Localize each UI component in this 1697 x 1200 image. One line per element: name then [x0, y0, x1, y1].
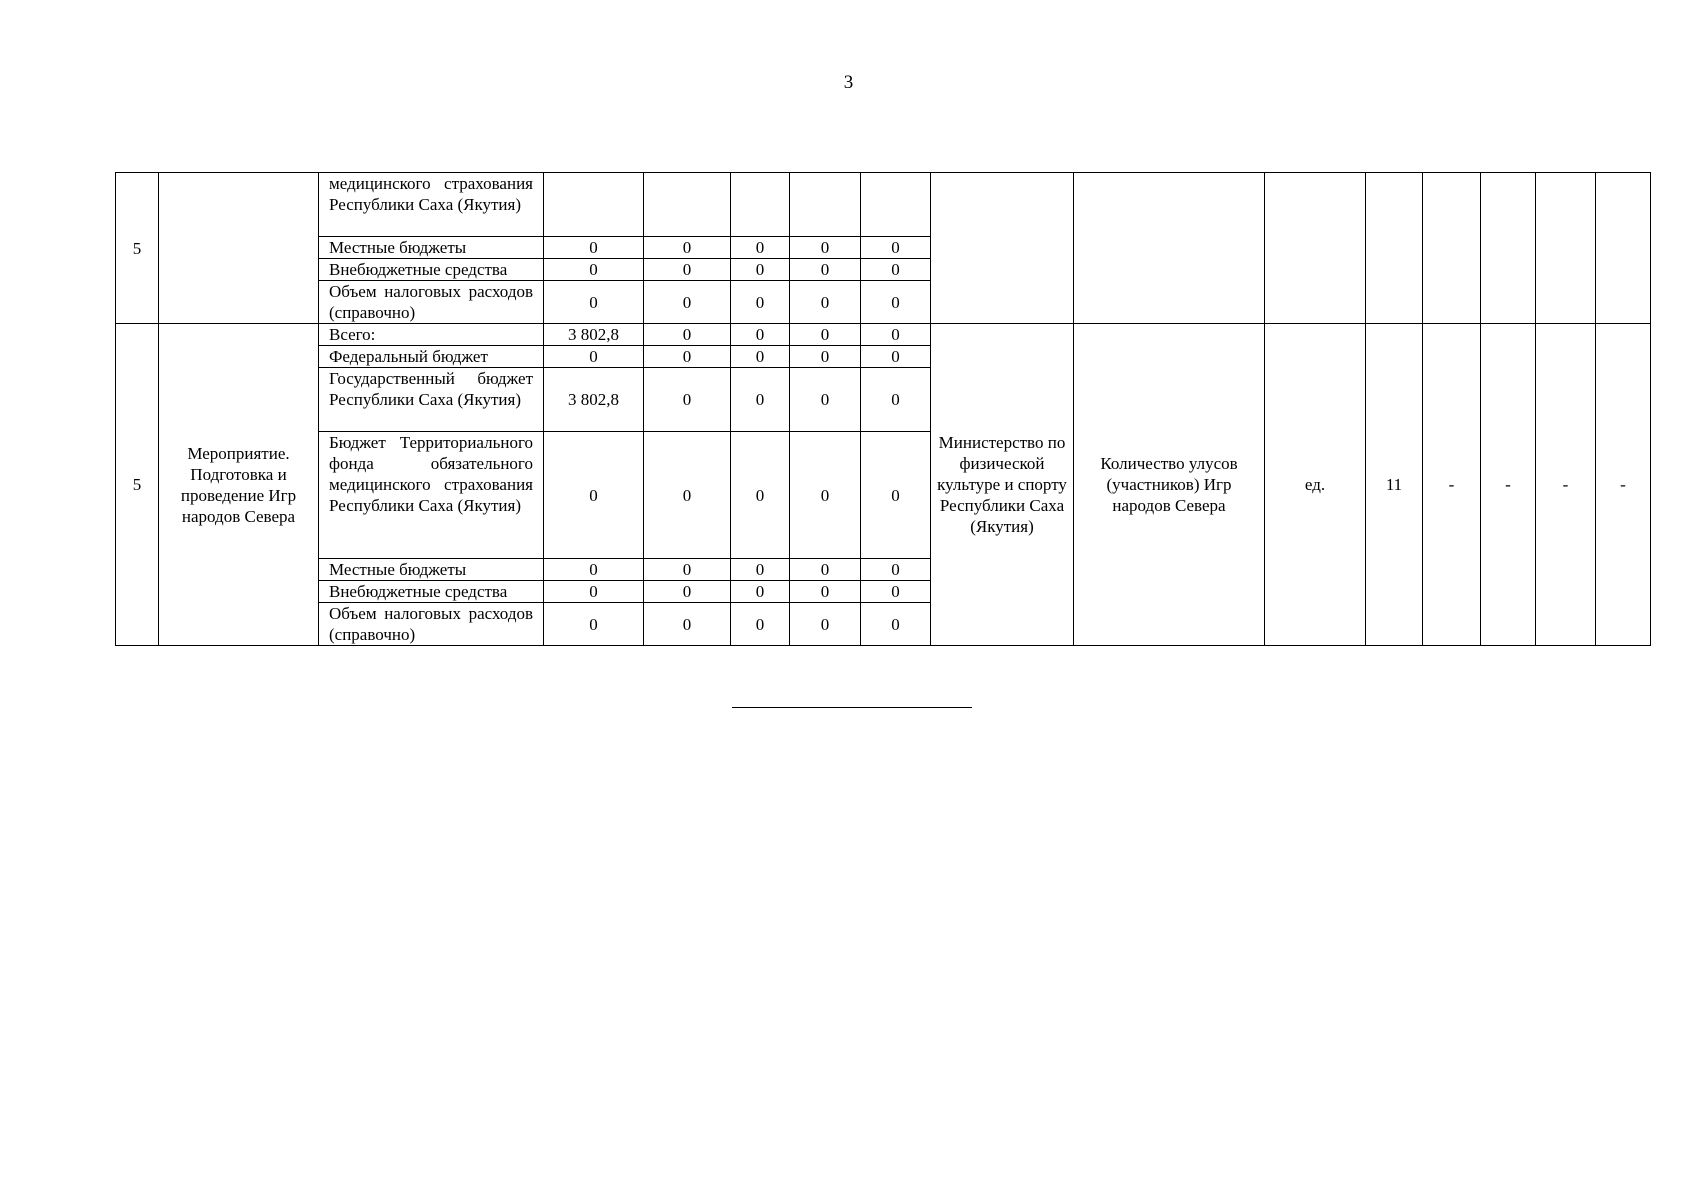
value-cell: 0 — [731, 432, 790, 559]
value-cell: 0 — [861, 559, 931, 581]
closing-rule — [732, 707, 972, 708]
indicator-cell — [1074, 173, 1265, 324]
value-cell: 3 802,8 — [544, 368, 644, 432]
value-cell: 0 — [644, 324, 731, 346]
target-cell — [1536, 173, 1596, 324]
executor-cell: Министерство по физической культуре и спорту Республики Саха (Якутия) — [931, 324, 1074, 646]
target-cell: - — [1536, 324, 1596, 646]
value-cell: 0 — [731, 581, 790, 603]
value-cell: 0 — [790, 324, 861, 346]
value-cell: 0 — [644, 281, 731, 324]
table-row — [116, 324, 1651, 346]
value-cell — [544, 173, 644, 237]
unit-cell: ед. — [1265, 324, 1366, 646]
value-cell: 0 — [544, 281, 644, 324]
value-cell: 0 — [861, 281, 931, 324]
value-cell: 0 — [731, 603, 790, 646]
source-cell: медицинского страхования Республики Саха (Якутия) — [319, 173, 544, 237]
value-cell: 0 — [544, 559, 644, 581]
value-cell: 0 — [790, 281, 861, 324]
value-cell: 0 — [731, 368, 790, 432]
value-cell: 0 — [861, 237, 931, 259]
target-cell — [1596, 173, 1651, 324]
value-cell: 0 — [644, 259, 731, 281]
value-cell — [861, 173, 931, 237]
page-number: 3 — [843, 72, 854, 93]
value-cell: 0 — [861, 603, 931, 646]
value-cell: 0 — [790, 259, 861, 281]
value-cell: 0 — [644, 368, 731, 432]
value-cell: 0 — [790, 368, 861, 432]
source-cell: Внебюджетные средства — [319, 581, 544, 603]
value-cell: 0 — [731, 281, 790, 324]
value-cell: 0 — [644, 346, 731, 368]
source-cell: Объем налоговых расходов (справочно) — [319, 281, 544, 324]
value-cell: 0 — [731, 237, 790, 259]
value-cell: 0 — [544, 581, 644, 603]
value-cell: 0 — [544, 432, 644, 559]
target-cell: - — [1596, 324, 1651, 646]
value-cell: 0 — [790, 603, 861, 646]
value-cell: 0 — [644, 603, 731, 646]
value-cell: 0 — [644, 237, 731, 259]
target-cell: - — [1423, 324, 1481, 646]
value-cell: 0 — [790, 559, 861, 581]
value-cell: 0 — [861, 324, 931, 346]
value-cell: 0 — [544, 237, 644, 259]
source-cell: Местные бюджеты — [319, 237, 544, 259]
value-cell: 0 — [731, 259, 790, 281]
unit-cell — [1265, 173, 1366, 324]
source-cell: Объем налоговых расходов (справочно) — [319, 603, 544, 646]
value-cell: 0 — [644, 581, 731, 603]
target-cell — [1481, 173, 1536, 324]
value-cell: 0 — [731, 346, 790, 368]
target-cell: 11 — [1366, 324, 1423, 646]
source-cell: Бюджет Территориального фонда обязательного медицинского страхования Республики Саха (Якутия) — [319, 432, 544, 559]
source-cell: Местные бюджеты — [319, 559, 544, 581]
name-cell — [159, 173, 319, 324]
value-cell: 0 — [731, 559, 790, 581]
value-cell — [731, 173, 790, 237]
value-cell: 3 802,8 — [544, 324, 644, 346]
table-row — [116, 173, 1651, 237]
value-cell: 0 — [644, 559, 731, 581]
value-cell: 0 — [861, 581, 931, 603]
value-cell: 0 — [544, 603, 644, 646]
value-cell: 0 — [861, 432, 931, 559]
source-cell: Всего: — [319, 324, 544, 346]
target-cell — [1423, 173, 1481, 324]
value-cell: 0 — [861, 346, 931, 368]
value-cell: 0 — [790, 346, 861, 368]
row-number-cell: 5 — [116, 324, 159, 646]
value-cell: 0 — [790, 432, 861, 559]
target-cell: - — [1481, 324, 1536, 646]
indicator-cell: Количество улусов (участников) Игр народов Севера — [1074, 324, 1265, 646]
budget-table — [115, 172, 1651, 646]
value-cell: 0 — [544, 259, 644, 281]
value-cell: 0 — [644, 432, 731, 559]
value-cell: 0 — [790, 581, 861, 603]
value-cell — [644, 173, 731, 237]
value-cell: 0 — [861, 259, 931, 281]
value-cell: 0 — [731, 324, 790, 346]
value-cell: 0 — [861, 368, 931, 432]
value-cell — [790, 173, 861, 237]
target-cell — [1366, 173, 1423, 324]
source-cell: Федеральный бюджет — [319, 346, 544, 368]
value-cell: 0 — [544, 346, 644, 368]
value-cell: 0 — [790, 237, 861, 259]
source-cell: Внебюджетные средства — [319, 259, 544, 281]
row-number-cell: 5 — [116, 173, 159, 324]
source-cell: Государственный бюджет Республики Саха (Якутия) — [319, 368, 544, 432]
executor-cell — [931, 173, 1074, 324]
event-name-cell: Мероприятие. Подготовка и проведение Игр народов Севера — [159, 324, 319, 646]
